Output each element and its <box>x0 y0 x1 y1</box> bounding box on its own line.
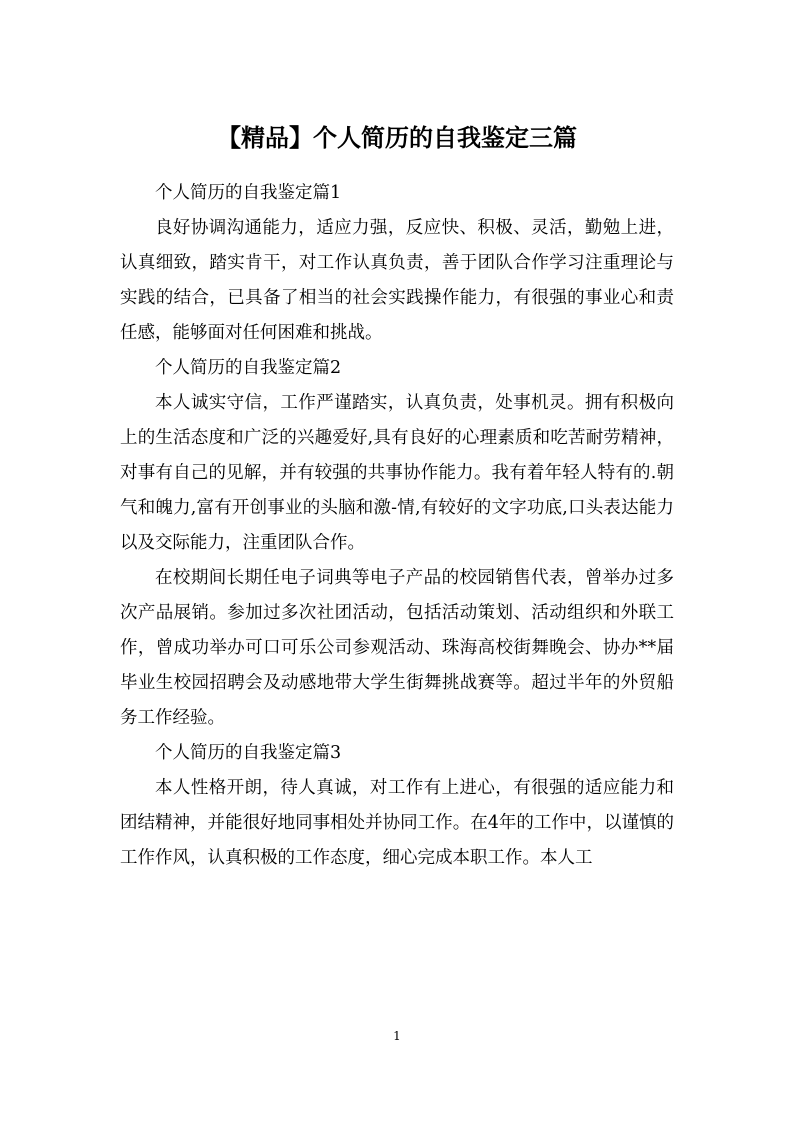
body-paragraph: 本人性格开朗，待人真诚，对工作有上进心，有很强的适应能力和团结精神，并能很好地同事相处并协同工作。在4年的工作中，以谨慎的工作作风，认真积极的工作态度，细心完成本职工作。本人工 <box>120 778 674 868</box>
section-heading: 个人简历的自我鉴定篇1 <box>155 183 342 203</box>
body-paragraph: 本人诚实守信，工作严谨踏实，认真负责，处事机灵。拥有积极向上的生活态度和广泛的兴趣爱好,具有良好的心理素质和吃苦耐劳精神，对事有自己的见解，并有较强的共事协作能力。我有着年轻人特有的.朝气和魄力,富有开创事业的头脑和激-情,有较好的文字功底,口头表达能力以及交际能力，注重团队合作。 <box>120 393 674 553</box>
section-heading: 个人简历的自我鉴定篇3 <box>155 743 342 763</box>
page-number: 1 <box>393 1029 401 1043</box>
section-heading: 个人简历的自我鉴定篇2 <box>155 358 342 378</box>
body-paragraph: 在校期间长期任电子词典等电子产品的校园销售代表，曾举办过多次产品展销。参加过多次社团活动，包括活动策划、活动组织和外联工作，曾成功举办可口可乐公司参观活动、珠海高校街舞晚会、协办**届毕业生校园招聘会及动感地带大学生街舞挑战赛等。超过半年的外贸船务工作经验。 <box>120 568 674 728</box>
document-title: 【精品】个人简历的自我鉴定三篇 <box>217 124 577 152</box>
document-body <box>120 176 674 876</box>
body-paragraph: 良好协调沟通能力，适应力强，反应快、积极、灵活，勤勉上进，认真细致，踏实肯干，对工作认真负责，善于团队合作学习注重理论与实践的结合，已具备了相当的社会实践操作能力，有很强的事业心和责任感，能够面对任何困难和挑战。 <box>120 218 674 343</box>
